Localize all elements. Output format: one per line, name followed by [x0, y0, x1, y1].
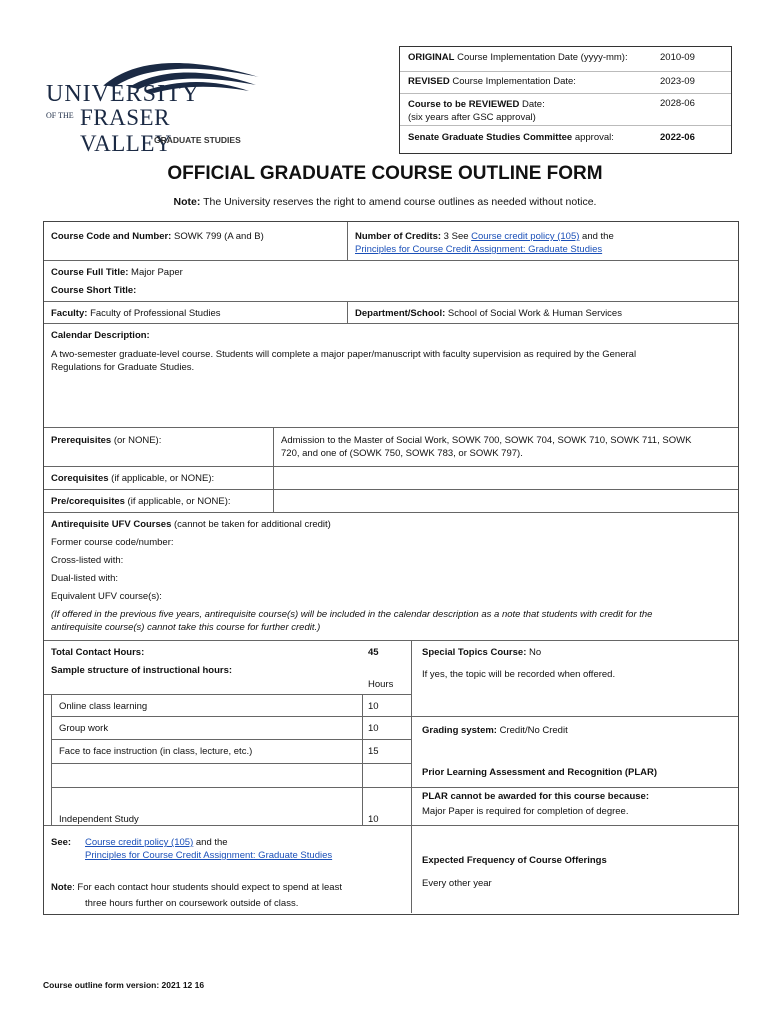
note-text: The University reserves the right to amend course outlines as needed without notice.: [200, 196, 597, 208]
former-course-label: Former course code/number:: [51, 537, 174, 548]
antirequisite-label: Antirequisite UFV Courses: [51, 519, 172, 530]
see-and-text: and the: [193, 837, 228, 848]
total-contact-hours-value: 45: [368, 647, 379, 658]
precorequisites-label-rest: (if applicable, or NONE):: [124, 496, 231, 507]
antirequisite-note-line-2: antirequisite course(s) cannot take this course for further credit.): [51, 622, 321, 633]
corequisites-label-bold: Corequisites: [51, 473, 109, 484]
reviewed-label-note: (six years after GSC approval): [408, 112, 536, 123]
equivalent-course-label: Equivalent UFV course(s):: [51, 591, 162, 602]
hours-note-line-2: three hours further on coursework outside of class.: [85, 898, 299, 909]
course-credit-policy-link[interactable]: Course credit policy (105): [471, 231, 580, 242]
department-cell: [355, 307, 622, 320]
full-title-value: Major Paper: [128, 267, 183, 278]
original-date-row: [400, 47, 731, 72]
prerequisites-value: [281, 434, 731, 460]
hours-row-label: Group work: [59, 723, 109, 734]
cross-listed-label: Cross-listed with:: [51, 555, 124, 566]
original-label-rest: Course Implementation Date (yyyy-mm):: [454, 52, 628, 63]
form-title: OFFICIAL GRADUATE COURSE OUTLINE FORM: [167, 163, 603, 184]
prerequisites-label: [51, 434, 161, 447]
amend-note: [0, 196, 770, 208]
hours-row-value: 10: [368, 723, 379, 734]
grading-system-label: Grading system:: [422, 725, 497, 736]
calendar-description-text: [51, 348, 731, 374]
short-title-label: Course Short Title:: [51, 285, 137, 296]
prerequisites-line-1: Admission to the Master of Social Work, SOWK 700, SOWK 704, SOWK 710, SOWK 711, SOWK: [281, 435, 692, 446]
reviewed-label: Course to be REVIEWED: [408, 99, 520, 110]
principles-credit-assignment-link[interactable]: Principles for Course Credit Assignment: Graduate Studies: [85, 850, 333, 861]
hours-row-label: Independent Study: [59, 814, 139, 825]
revised-date-row: [400, 71, 731, 94]
full-title-cell: [51, 266, 183, 279]
prerequisites-line-2: 720, and one of (SOWK 750, SOWK 783, or SOWK 797).: [281, 448, 523, 459]
prerequisites-label-bold: Prerequisites: [51, 435, 112, 446]
calendar-line-1: A two-semester graduate-level course. Students will complete a major paper/manuscript with faculty supervision as required by the General: [51, 349, 637, 360]
hours-row-label: Online class learning: [59, 701, 148, 712]
reviewed-date-value: 2028-06: [660, 98, 695, 109]
hours-row-value: 10: [368, 701, 379, 712]
grading-system: [422, 724, 568, 737]
senate-label: Senate Graduate Studies Committee: [408, 132, 573, 143]
grading-system-value: Credit/No Credit: [496, 725, 568, 736]
hours-note-label: Note: [51, 882, 73, 893]
sample-structure-label: Sample structure of instructional hours:: [51, 665, 233, 676]
plar-label: PLAR cannot be awarded for this course because:: [422, 791, 649, 802]
expected-frequency-value: Every other year: [422, 878, 492, 889]
logo-university: UNIVERSITY: [46, 81, 200, 107]
corequisites-label-rest: (if applicable, or NONE):: [108, 473, 215, 484]
precorequisites-label: [51, 495, 231, 508]
hours-row-label: Face to face instruction (in class, lecture, etc.): [59, 746, 253, 757]
see-label: See:: [51, 837, 72, 848]
senate-approval-value: 2022-06: [660, 132, 695, 143]
reviewed-date-row: [400, 93, 731, 126]
course-outline-table: [43, 221, 739, 915]
credits-value: 3 See: [441, 231, 472, 242]
special-topics-value: No: [526, 647, 542, 658]
revised-label-rest: Course Implementation Date:: [449, 76, 576, 87]
corequisites-label: [51, 472, 214, 485]
note-label: Note:: [173, 196, 201, 208]
original-date-value: 2010-09: [660, 52, 695, 63]
original-label: ORIGINAL: [408, 52, 455, 63]
antirequisite-note-line-1: (If offered in the previous five years, antirequisite course(s) will be included in the calendar description as a note that students with credit for the: [51, 609, 653, 620]
course-code-label: Course Code and Number:: [51, 231, 172, 242]
calendar-description-label: Calendar Description:: [51, 330, 150, 341]
hours-row-value: 10: [368, 814, 379, 825]
form-version-footer: Course outline form version: 2021 12 16: [43, 980, 205, 990]
logo-graduate-studies: GRADUATE STUDIES: [154, 135, 241, 145]
see-links: [85, 836, 332, 862]
antirequisite-label-rest: (cannot be taken for additional credit): [171, 519, 331, 530]
principles-credit-assignment-link[interactable]: Principles for Course Credit Assignment: Graduate Studies: [355, 244, 603, 255]
special-topics: [422, 646, 541, 659]
faculty-cell: [51, 307, 221, 320]
total-contact-hours-label: Total Contact Hours:: [51, 647, 145, 658]
department-value: School of Social Work & Human Services: [445, 308, 622, 319]
faculty-value: Faculty of Professional Studies: [87, 308, 221, 319]
senate-approval-row: [400, 125, 731, 152]
calendar-line-2: Regulations for Graduate Studies.: [51, 362, 195, 373]
hours-row-value: 15: [368, 746, 379, 757]
hours-note-line-1: : For each contact hour students should expect to spend at least: [72, 882, 342, 893]
course-code-value: SOWK 799 (A and B): [171, 231, 264, 242]
course-credit-policy-link[interactable]: Course credit policy (105): [85, 837, 194, 848]
antirequisite-heading: [51, 518, 331, 531]
credits-and-text: and the: [579, 231, 614, 242]
dual-listed-label: Dual-listed with:: [51, 573, 119, 584]
precorequisites-label-bold: Pre/corequisites: [51, 496, 125, 507]
special-topics-note: If yes, the topic will be recorded when offered.: [422, 669, 616, 680]
expected-frequency-label: Expected Frequency of Course Offerings: [422, 855, 607, 866]
hours-note: [51, 881, 342, 894]
full-title-label: Course Full Title:: [51, 267, 129, 278]
senate-label-rest: approval:: [572, 132, 614, 143]
antirequisite-note: [51, 608, 735, 634]
ufv-logo: [44, 55, 264, 156]
credits-label: Number of Credits:: [355, 231, 442, 242]
faculty-label: Faculty:: [51, 308, 88, 319]
credits-cell: [355, 230, 614, 256]
department-label: Department/School:: [355, 308, 446, 319]
revised-date-value: 2023-09: [660, 76, 695, 87]
plar-reason: Major Paper is required for completion of degree.: [422, 806, 629, 817]
prerequisites-label-rest: (or NONE):: [111, 435, 162, 446]
hours-unit-label: Hours: [368, 679, 394, 690]
revised-label: REVISED: [408, 76, 450, 87]
plar-title: Prior Learning Assessment and Recognition (PLAR): [422, 767, 658, 778]
course-code-cell: [51, 230, 264, 243]
implementation-dates-table: [399, 46, 732, 154]
logo-fraser-valley: FRASER VALLEY: [80, 105, 173, 156]
logo-of-the: OF THE: [46, 111, 74, 120]
reviewed-label-rest: Date:: [519, 99, 545, 110]
special-topics-label: Special Topics Course:: [422, 647, 527, 658]
